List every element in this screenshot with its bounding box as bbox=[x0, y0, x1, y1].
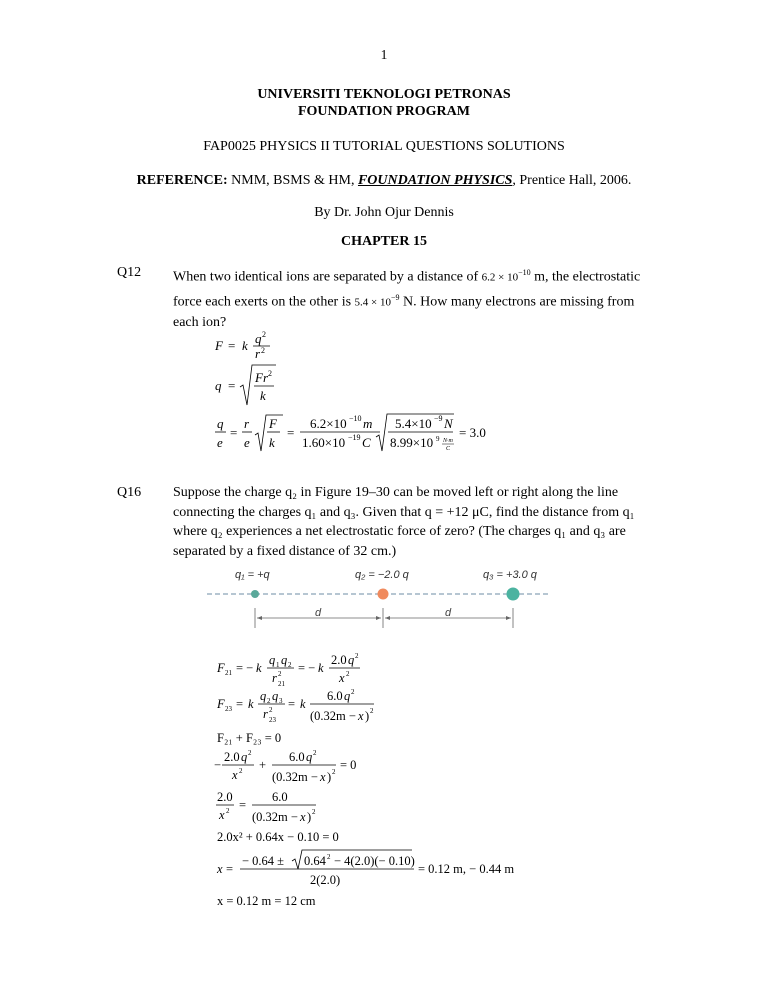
svg-text:6.0: 6.0 bbox=[272, 790, 288, 804]
svg-text:8.99×10: 8.99×10 bbox=[390, 435, 434, 450]
svg-text:21: 21 bbox=[225, 669, 232, 677]
svg-text:3: 3 bbox=[279, 697, 283, 705]
svg-text:2: 2 bbox=[355, 652, 359, 660]
eq-roots: = 0.12 m, − 0.44 m bbox=[418, 862, 515, 876]
svg-text:−: − bbox=[214, 758, 222, 772]
svg-text:q: q bbox=[348, 653, 355, 667]
svg-text:2(2.0): 2(2.0) bbox=[310, 873, 341, 887]
svg-text:m: m bbox=[363, 416, 373, 431]
svg-text:x: x bbox=[217, 862, 223, 876]
charges-figure bbox=[205, 560, 555, 635]
eq-final: x = 0.12 m = 12 cm bbox=[217, 894, 316, 908]
q16-equations bbox=[212, 645, 532, 915]
svg-text:−19: −19 bbox=[348, 433, 361, 442]
svg-text:F: F bbox=[217, 697, 225, 711]
svg-text:): ) bbox=[307, 810, 312, 824]
svg-text:x: x bbox=[219, 808, 225, 822]
svg-text:Fr: Fr bbox=[255, 370, 268, 385]
page-number: 1 bbox=[380, 47, 388, 62]
svg-text:=: = bbox=[226, 862, 234, 876]
svg-text:21: 21 bbox=[278, 680, 285, 688]
svg-text:2.0: 2.0 bbox=[217, 790, 233, 804]
q3-label: q₃ = +3.0 q bbox=[483, 569, 537, 581]
svg-text:e: e bbox=[217, 435, 223, 450]
svg-text:r: r bbox=[263, 707, 268, 721]
svg-text:=: = bbox=[228, 338, 236, 353]
svg-text:C: C bbox=[362, 435, 371, 450]
q12-text bbox=[173, 263, 653, 333]
svg-text:q: q bbox=[241, 750, 248, 764]
svg-text:x: x bbox=[339, 671, 345, 685]
svg-text:= 0: = 0 bbox=[340, 758, 357, 772]
svg-text:= −: = − bbox=[298, 661, 316, 675]
svg-text:=: = bbox=[230, 425, 238, 440]
svg-text:23: 23 bbox=[225, 705, 232, 713]
q12-line1: When two identical ions are separated by a distance of $6.2 \times 10^{-10}$ m, the electrostatic bbox=[173, 268, 641, 285]
reference-authors: NMM, BSMS & HM, bbox=[231, 173, 355, 188]
svg-text:C: C bbox=[446, 446, 451, 452]
q2-label: q₂ = −2.0 q bbox=[355, 569, 409, 581]
svg-text:=: = bbox=[236, 697, 244, 711]
svg-text:x: x bbox=[358, 709, 364, 723]
svg-text:=: = bbox=[288, 697, 296, 711]
author-line: By Dr. John Ojur Dennis bbox=[314, 205, 454, 220]
svg-text:5.4×10: 5.4×10 bbox=[395, 416, 432, 431]
svg-text:2: 2 bbox=[327, 853, 331, 861]
reference-line bbox=[0, 173, 768, 189]
reference-label: REFERENCE: bbox=[136, 173, 228, 188]
svg-text:q: q bbox=[269, 653, 276, 667]
eq-quadratic: 2.0x² + 0.64x − 0.10 = 0 bbox=[217, 830, 339, 844]
q3-charge bbox=[507, 588, 520, 601]
q16-line1: Suppose the charge q₂ in Figure 19–30 can be moved left or right along the line bbox=[173, 485, 619, 500]
svg-text:k: k bbox=[242, 338, 248, 353]
svg-text:6.0: 6.0 bbox=[327, 689, 343, 703]
svg-text:2: 2 bbox=[267, 697, 271, 705]
svg-text:2: 2 bbox=[269, 706, 273, 714]
svg-text:F: F bbox=[217, 661, 225, 675]
svg-text:2: 2 bbox=[239, 767, 243, 775]
q16-text bbox=[173, 483, 643, 561]
q16-line3: where q₂ experiences a net electrostatic force of zero? (The charges q₁ and q₃ are bbox=[173, 524, 626, 539]
svg-text:2: 2 bbox=[268, 369, 272, 378]
svg-text:q: q bbox=[215, 378, 222, 393]
svg-text:q: q bbox=[255, 331, 262, 346]
svg-text:k: k bbox=[269, 435, 275, 450]
svg-text:− 0.64 ±: − 0.64 ± bbox=[242, 854, 285, 868]
svg-text:(0.32m −: (0.32m − bbox=[310, 709, 356, 723]
svg-text:2: 2 bbox=[261, 346, 265, 355]
d-label-2: d bbox=[445, 607, 452, 619]
svg-text:2: 2 bbox=[351, 688, 355, 696]
svg-text:N·m: N·m bbox=[443, 438, 453, 444]
svg-text:q: q bbox=[344, 689, 351, 703]
chapter-title: CHAPTER 15 bbox=[341, 234, 427, 249]
svg-text:2: 2 bbox=[262, 330, 266, 339]
svg-text:−9: −9 bbox=[434, 414, 443, 423]
svg-text:q: q bbox=[217, 416, 224, 431]
svg-text:1: 1 bbox=[276, 661, 280, 669]
q12-result: = 3.0 bbox=[459, 425, 486, 440]
university-title: UNIVERSITI TEKNOLOGI PETRONAS bbox=[257, 87, 511, 102]
svg-text:1.60×10: 1.60×10 bbox=[302, 435, 346, 450]
q1-charge bbox=[251, 590, 259, 598]
svg-text:2: 2 bbox=[226, 807, 230, 815]
svg-text:e: e bbox=[244, 435, 250, 450]
q2-charge bbox=[378, 589, 389, 600]
q12-label: Q12 bbox=[117, 265, 142, 280]
q16-label: Q16 bbox=[117, 485, 142, 500]
course-title: FAP0025 PHYSICS II TUTORIAL QUESTIONS SOLUTIONS bbox=[203, 139, 565, 154]
svg-text:0.64: 0.64 bbox=[304, 854, 326, 868]
svg-text:q: q bbox=[272, 689, 279, 703]
svg-text:k: k bbox=[248, 697, 254, 711]
svg-text:): ) bbox=[365, 709, 370, 723]
svg-text:−10: −10 bbox=[349, 414, 362, 423]
svg-text:r: r bbox=[272, 671, 277, 685]
svg-text:2: 2 bbox=[312, 808, 316, 816]
svg-text:23: 23 bbox=[269, 716, 276, 724]
svg-text:9: 9 bbox=[436, 435, 440, 443]
svg-text:): ) bbox=[327, 770, 332, 784]
svg-text:2: 2 bbox=[288, 661, 292, 669]
svg-text:q: q bbox=[281, 653, 288, 667]
svg-text:q: q bbox=[306, 750, 313, 764]
svg-text:(0.32m −: (0.32m − bbox=[252, 810, 298, 824]
svg-text:r: r bbox=[244, 416, 250, 431]
svg-text:F: F bbox=[215, 338, 223, 353]
svg-text:2: 2 bbox=[370, 707, 374, 715]
svg-text:2.0: 2.0 bbox=[224, 750, 240, 764]
eq-sum: F₂₁ + F₂₃ = 0 bbox=[217, 731, 282, 745]
q12-line3: each ion? bbox=[173, 315, 227, 331]
svg-text:k: k bbox=[256, 661, 262, 675]
svg-text:x: x bbox=[300, 810, 306, 824]
d-label-1: d bbox=[315, 607, 322, 619]
svg-text:N: N bbox=[444, 416, 453, 431]
q12-line2: force each exerts on the other is $5.4 \times 10^{-9}$ N. How many electrons are missing from bbox=[173, 293, 635, 310]
svg-text:x: x bbox=[232, 768, 238, 782]
svg-text:2: 2 bbox=[332, 768, 336, 776]
q12-equations bbox=[210, 325, 540, 470]
svg-text:2: 2 bbox=[248, 749, 252, 757]
svg-text:k: k bbox=[300, 697, 306, 711]
svg-text:=: = bbox=[287, 425, 295, 440]
svg-text:k: k bbox=[318, 661, 324, 675]
svg-text:6.0: 6.0 bbox=[289, 750, 305, 764]
svg-text:= −: = − bbox=[236, 661, 254, 675]
svg-text:=: = bbox=[239, 798, 247, 812]
svg-text:F: F bbox=[269, 416, 277, 431]
svg-text:− 4(2.0)(− 0.10): − 4(2.0)(− 0.10) bbox=[334, 854, 415, 868]
svg-text:2: 2 bbox=[313, 749, 317, 757]
reference-publisher: , Prentice Hall, 2006. bbox=[512, 173, 632, 188]
q1-label: q₁ = +q bbox=[235, 569, 270, 581]
svg-text:r: r bbox=[255, 346, 261, 361]
svg-text:q: q bbox=[260, 689, 267, 703]
program-title: FOUNDATION PROGRAM bbox=[297, 104, 470, 119]
svg-text:x: x bbox=[320, 770, 326, 784]
svg-text:2: 2 bbox=[278, 670, 282, 678]
svg-text:6.2×10: 6.2×10 bbox=[310, 416, 347, 431]
q16-line4: separated by a fixed distance of 32 cm.) bbox=[173, 543, 397, 559]
svg-text:(0.32m −: (0.32m − bbox=[272, 770, 318, 784]
svg-text:=: = bbox=[228, 378, 236, 393]
q16-line2: connecting the charges q₁ and q₃. Given that q = +12 μC, find the distance from q₁ bbox=[173, 504, 635, 520]
svg-text:k: k bbox=[260, 388, 266, 403]
reference-book: FOUNDATION PHYSICS bbox=[357, 173, 513, 188]
svg-text:+: + bbox=[259, 758, 267, 772]
svg-text:2: 2 bbox=[346, 670, 350, 678]
svg-text:2.0: 2.0 bbox=[331, 653, 347, 667]
